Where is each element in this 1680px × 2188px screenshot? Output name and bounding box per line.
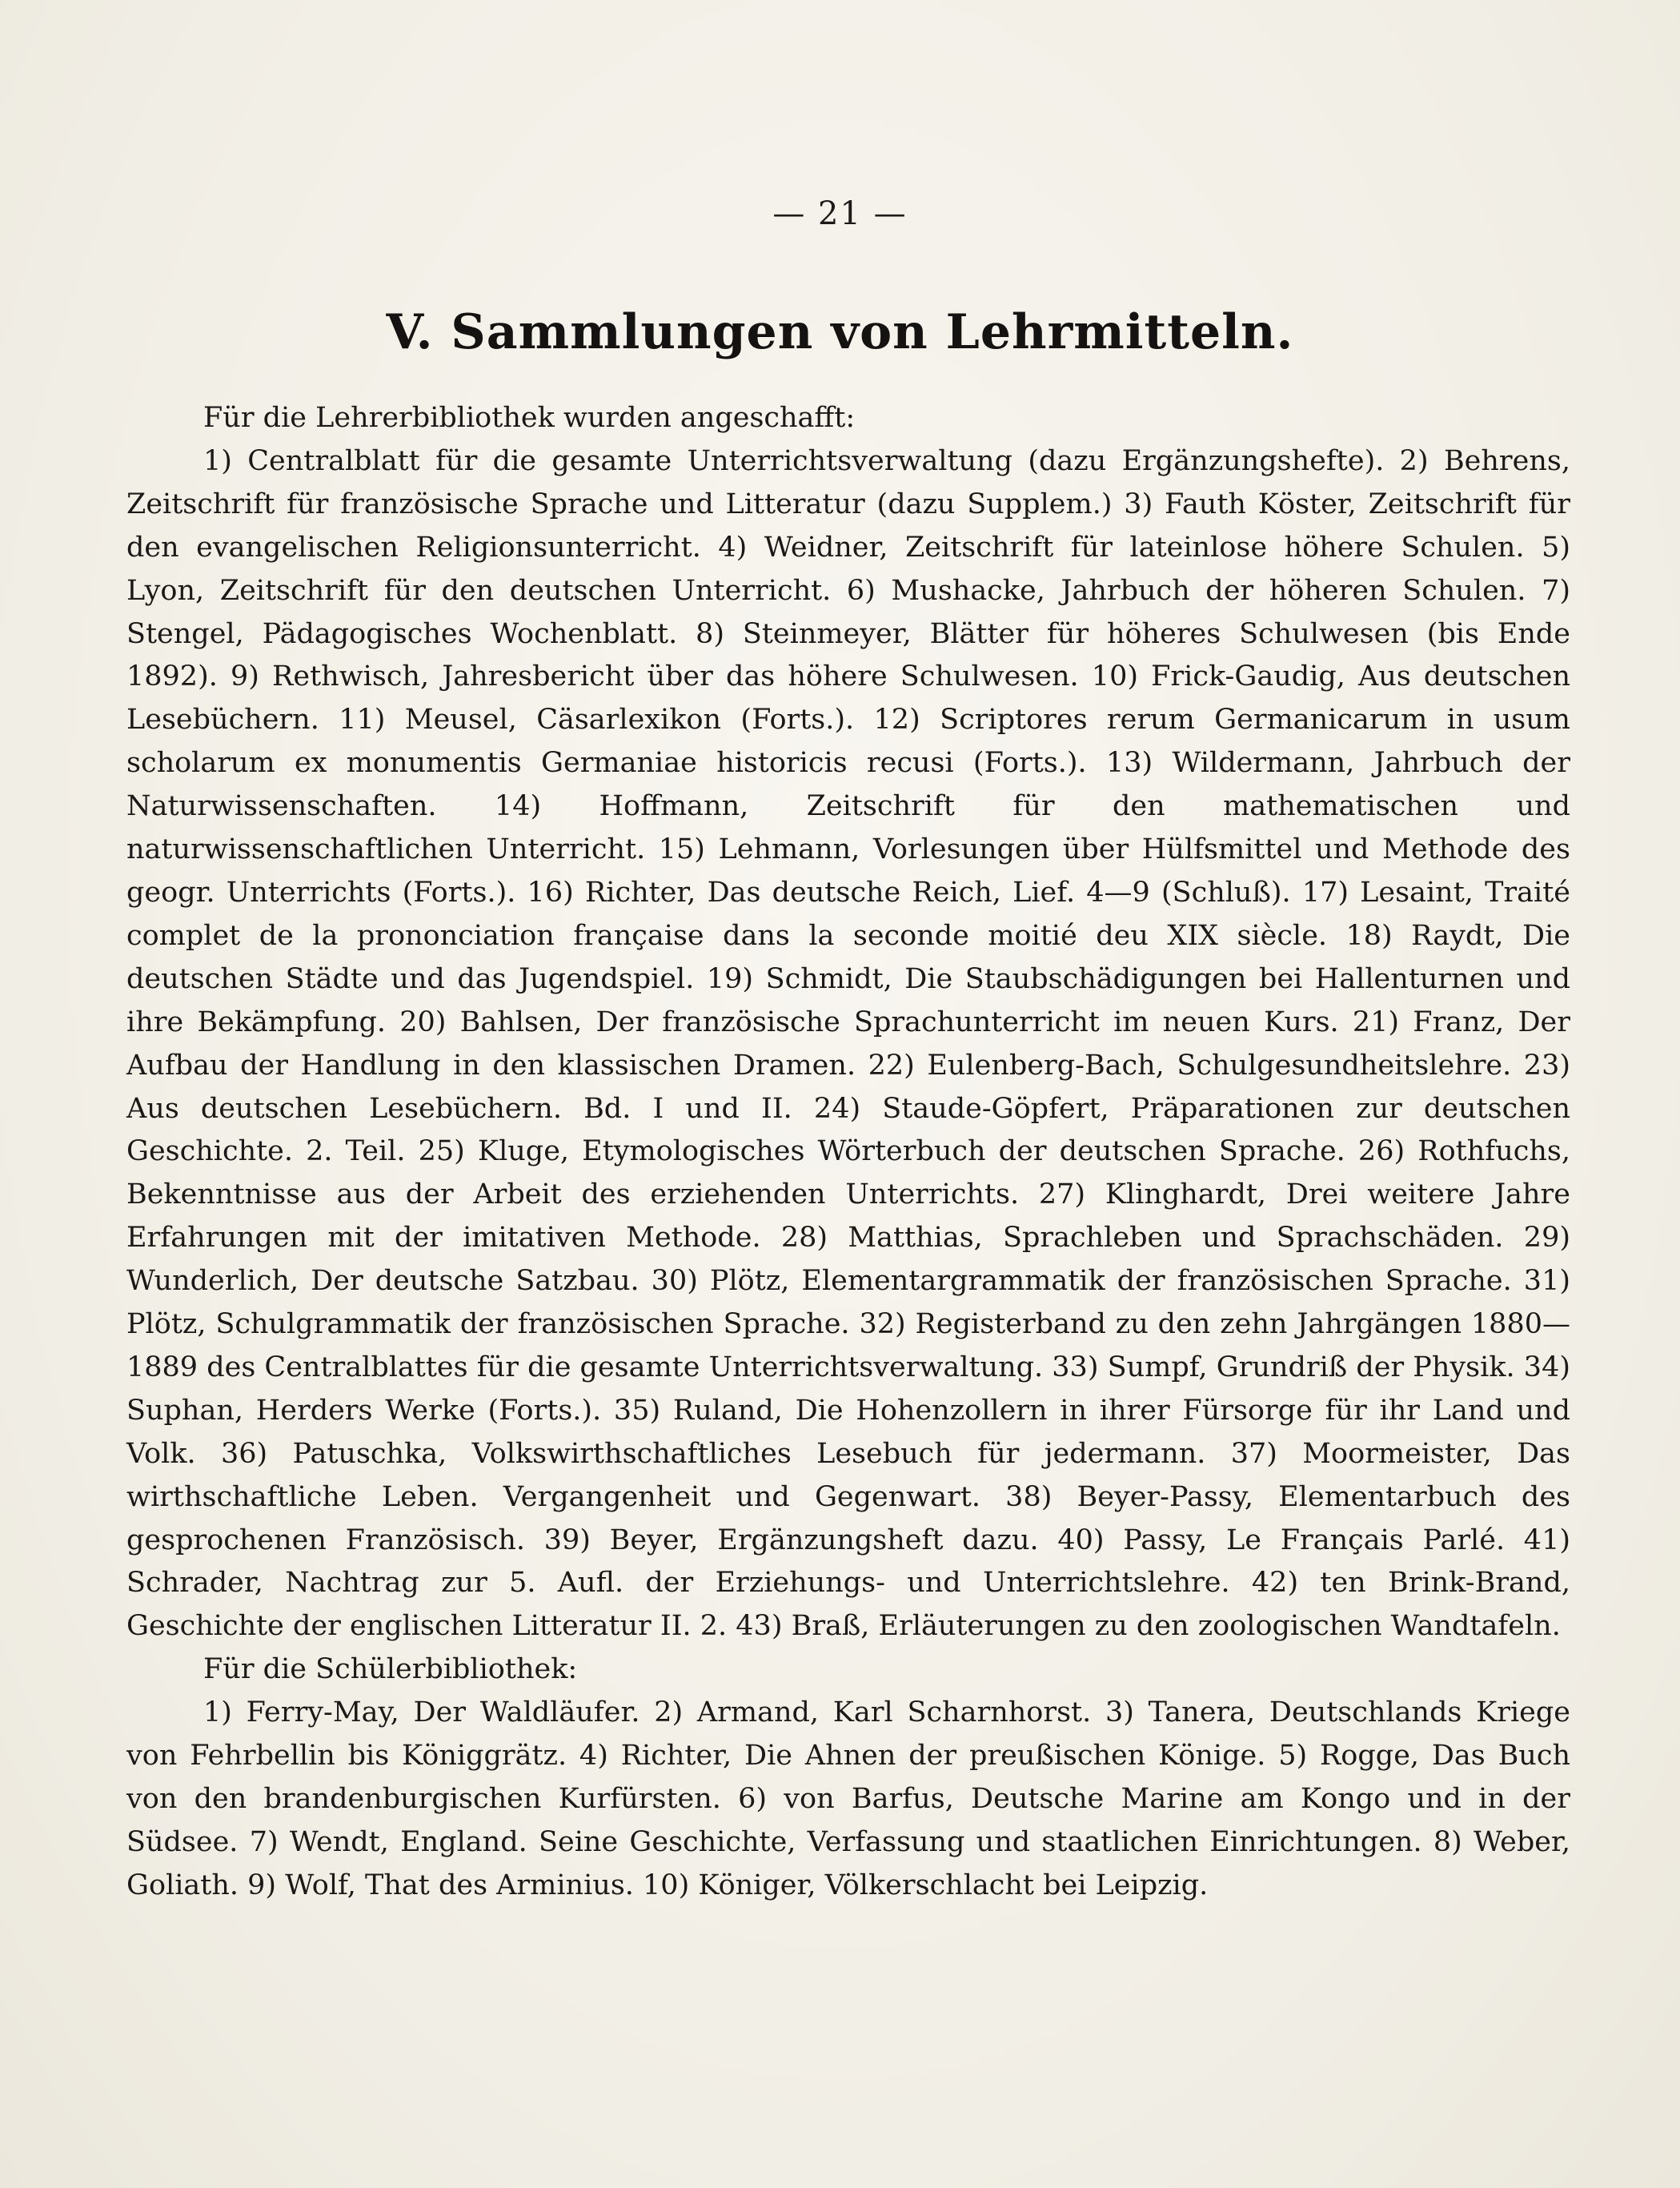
- student-library-intro: Für die Schülerbibliothek:: [203, 1653, 578, 1686]
- page-number: — 21 —: [772, 195, 908, 232]
- teacher-library-intro: Für die Lehrerbibliothek wurden angeschafft:: [203, 402, 856, 434]
- body-text: [126, 397, 1570, 1908]
- teacher-library-list: 1) Centralblatt für die gesamte Unterrichtsverwaltung (dazu Ergänzungshefte). 2) Behrens, Zeitschrift für französische Sprache und Litteratur (dazu Supplem.) 3) Fauth Köster, Zeitschrift für den evangelischen Religionsunterricht. 4) Weidner, Zeitschrift für lateinlose höhere Schulen. 5) Lyon, Zeitschrift für den deutschen Unterricht. 6) Mushacke, Jahrbuch der höheren Schulen. 7) Stengel, Pädagogisches Wochenblatt. 8) Steinmeyer, Blätter für höheres Schulwesen (bis Ende 1892). 9) Rethwisch, Jahresbericht über das höhere Schulwesen. 10) Frick-Gaudig, Aus deutschen Lesebüchern. 11) Meusel, Cäsarlexikon (Forts.). 12) Scriptores rerum Germanicarum in usum scholarum ex monumentis Germaniae historicis recusi (Forts.). 13) Wildermann, Jahrbuch der Naturwissenschaften. 14) Hoffmann, Zeitschrift für den mathematischen und naturwissenschaftlichen Unterricht. 15) Lehmann, Vorlesungen über Hülfsmittel und Methode des geogr. Unterrichts (Forts.). 16) Richter, Das deutsche Reich, Lief. 4—9 (Schluß). 17) Lesaint, Traité complet de la prononciation française dans la seconde moitié deu XIX siècle. 18) Raydt, Die deutschen Städte und das Jugendspiel. 19) Schmidt, Die Staubschädigungen bei Hallenturnen und ihre Bekämpfung. 20) Bahlsen, Der französische Sprachunterricht im neuen Kurs. 21) Franz, Der Aufbau der Handlung in den klassischen Dramen. 22) Eulenberg-Bach, Schulgesundheitslehre. 23) Aus deutschen Lesebüchern. Bd. I und II. 24) Staude-Göpfert, Präparationen zur deutschen Geschichte. 2. Teil. 25) Kluge, Etymologisches Wörterbuch der deutschen Sprache. 26) Rothfuchs, Bekenntnisse aus der Arbeit des erziehenden Unterrichts. 27) Klinghardt, Drei weitere Jahre Erfahrungen mit der imitativen Methode. 28) Matthias, Sprachleben und Sprachschäden. 29) Wunderlich, Der deutsche Satzbau. 30) Plötz, Elementargrammatik der französischen Sprache. 31) Plötz, Schulgrammatik der französischen Sprache. 32) Registerband zu den zehn Jahrgängen 1880—1889 des Centralblattes für die gesamte Unterrichtsverwaltung. 33) Sumpf, Grundriß der Physik. 34) Suphan, Herders Werke (Forts.). 35) Ruland, Die Hohenzollern in ihrer Fürsorge für ihr Land und Volk. 36) Patuschka, Volkswirthschaftliches Lesebuch für jedermann. 37) Moormeister, Das wirthschaftliche Leben. Vergangenheit und Gegenwart. 38) Beyer-Passy, Elementarbuch des gesprochenen Französisch. 39) Beyer, Ergänzungsheft dazu. 40) Passy, Le Français Parlé. 41) Schrader, Nachtrag zur 5. Aufl. der Erziehungs- und Unterrichtslehre. 42) ten Brink-Brand, Geschichte der englischen Litteratur II. 2. 43) Braß, Erläuterungen zu den zoologischen Wandtafeln.: [126, 444, 1570, 1643]
- student-library-list: 1) Ferry-May, Der Waldläufer. 2) Armand, Karl Scharnhorst. 3) Tanera, Deutschlands Kriege von Fehrbellin bis Königgrätz. 4) Richter, Die Ahnen der preußischen Könige. 5) Rogge, Das Buch von den brandenburgischen Kurfürsten. 6) von Barfus, Deutsche Marine am Kongo und in der Südsee. 7) Wendt, England. Seine Geschichte, Verfassung und staatlichen Einrichtungen. 8) Weber, Goliath. 9) Wolf, That des Arminius. 10) Königer, Völkerschlacht bei Leipzig.: [126, 1696, 1570, 1901]
- section-title: V. Sammlungen von Lehrmitteln.: [386, 304, 1294, 360]
